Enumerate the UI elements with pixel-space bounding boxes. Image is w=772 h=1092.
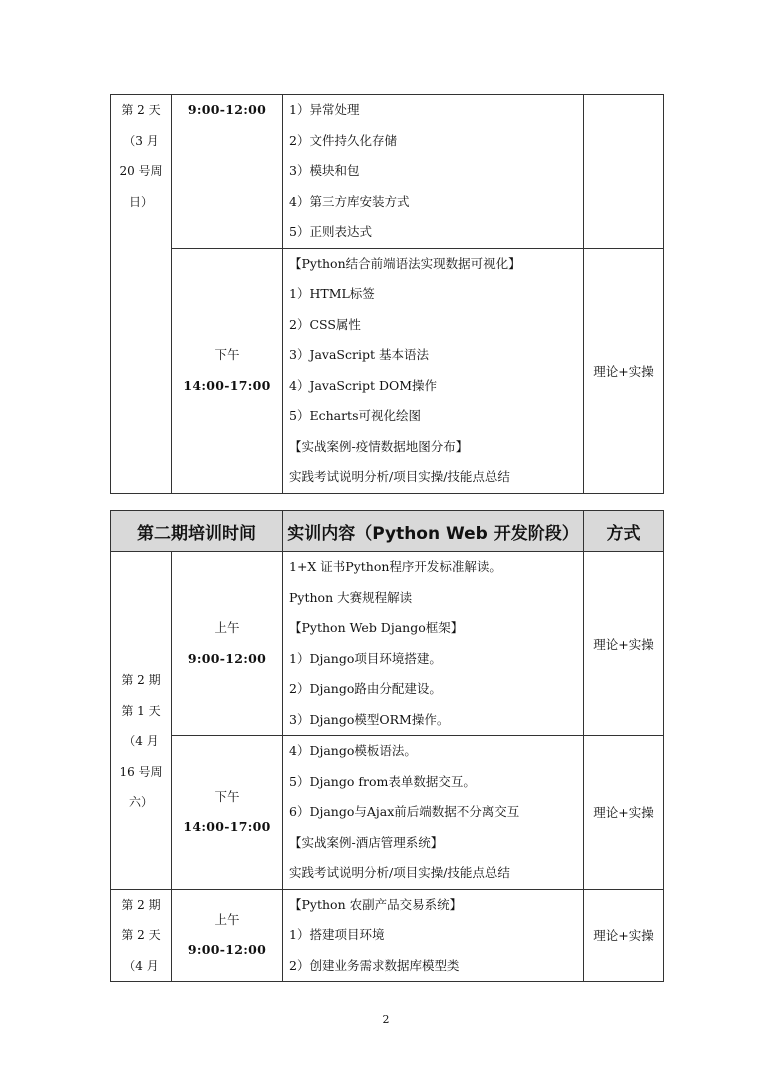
- content-item: 【实战案例-酒店管理系统】: [289, 834, 444, 850]
- content-item: 4）第三方库安装方式: [289, 193, 410, 209]
- content-item: 3）模块和包: [289, 163, 360, 178]
- day-line: 第 2 天: [121, 103, 161, 117]
- day2-morning-time-cell: [172, 889, 283, 982]
- morning-label: 上午: [214, 911, 240, 927]
- content-item: Python 大赛规程解读: [289, 589, 413, 605]
- morning-time: 9:00-12:00: [187, 942, 267, 958]
- content-item: 2）创建业务需求数据库模型类: [289, 957, 460, 973]
- content-item: 1）异常处理: [289, 102, 360, 117]
- day-line: 六）: [128, 795, 153, 809]
- morning-time: 9:00-12:00: [187, 650, 267, 666]
- morning-method-cell: [584, 95, 664, 249]
- afternoon-content-cell: [283, 248, 584, 493]
- content-item: 【Python 农副产品交易系统】: [289, 896, 463, 912]
- day2-cell: [111, 889, 172, 982]
- content-item: 3）JavaScript 基本语法: [289, 347, 429, 362]
- content-item: 2）文件持久化存储: [289, 132, 397, 148]
- content-item: 6）Django与Ajax前后端数据不分离交互: [289, 804, 520, 819]
- morning-time: 9:00-12:00: [187, 102, 267, 117]
- afternoon-label: 下午: [214, 788, 240, 804]
- day-line: 第 2 期: [121, 897, 161, 912]
- content-item: 2）Django路由分配建设。: [289, 681, 442, 696]
- content-item: 5）Echarts可视化绘图: [289, 408, 421, 423]
- day-line: 日）: [128, 194, 153, 209]
- day1-afternoon-time-cell: [172, 736, 283, 890]
- content-item: 实践考试说明分析/项目实操/技能点总结: [289, 469, 510, 484]
- afternoon-method: 理论+实操: [584, 248, 664, 493]
- day1-afternoon-method: 理论+实操: [584, 736, 664, 890]
- afternoon-time: 14:00-17:00: [183, 377, 271, 393]
- day1-afternoon-content-cell: [283, 736, 584, 890]
- day-cell: [111, 95, 172, 494]
- day-line: 20 号周: [119, 164, 163, 178]
- day1-morning-time-cell: [172, 552, 283, 736]
- day-line: （4 月: [123, 958, 159, 973]
- morning-label: 上午: [214, 620, 240, 635]
- content-item: 【Python Web Django框架】: [289, 620, 464, 635]
- afternoon-time-cell: [172, 248, 283, 493]
- content-item: 实践考试说明分析/项目实操/技能点总结: [289, 865, 510, 880]
- content-item: 5）Django from表单数据交互。: [289, 773, 476, 789]
- afternoon-label: 下午: [214, 347, 240, 362]
- morning-content-cell: [283, 95, 584, 249]
- header-content: 实训内容（Python Web 开发阶段）: [283, 511, 584, 552]
- content-item: 1）搭建项目环境: [289, 927, 385, 942]
- morning-time-cell: [172, 95, 283, 249]
- day-line: （4 月: [123, 734, 159, 748]
- content-item: 1）HTML标签: [289, 286, 375, 301]
- afternoon-time: 14:00-17:00: [183, 819, 271, 835]
- schedule-table-continued: [110, 94, 664, 494]
- content-item: 1）Django项目环境搭建。: [289, 650, 442, 666]
- schedule-table-phase2: [110, 510, 664, 982]
- day1-cell: [111, 552, 172, 890]
- content-item: 4）JavaScript DOM操作: [289, 377, 438, 393]
- day-line: （3 月: [123, 133, 159, 148]
- day2-morning-method: 理论+实操: [584, 889, 664, 982]
- day-line: 第 1 天: [121, 703, 161, 718]
- day1-morning-content-cell: [283, 552, 584, 736]
- header-method: 方式: [584, 511, 664, 552]
- content-item: 4）Django模板语法。: [289, 743, 417, 758]
- content-item: 【Python结合前端语法实现数据可视化】: [289, 255, 521, 271]
- page-number: 2: [382, 1013, 390, 1026]
- content-item: 3）Django模型ORM操作。: [289, 711, 450, 727]
- content-item: 2）CSS属性: [289, 316, 361, 332]
- day-line: 16 号周: [119, 764, 163, 779]
- content-item: 5）正则表达式: [289, 224, 372, 239]
- day2-morning-content-cell: [283, 889, 584, 982]
- day-line: 第 2 期: [121, 673, 161, 687]
- header-time: 第二期培训时间: [111, 511, 283, 552]
- day1-morning-method: 理论+实操: [584, 552, 664, 736]
- content-item: 【实战案例-疫情数据地图分布】: [289, 438, 469, 454]
- day-line: 第 2 天: [121, 928, 161, 942]
- content-item: 1+X 证书Python程序开发标准解读。: [289, 559, 502, 574]
